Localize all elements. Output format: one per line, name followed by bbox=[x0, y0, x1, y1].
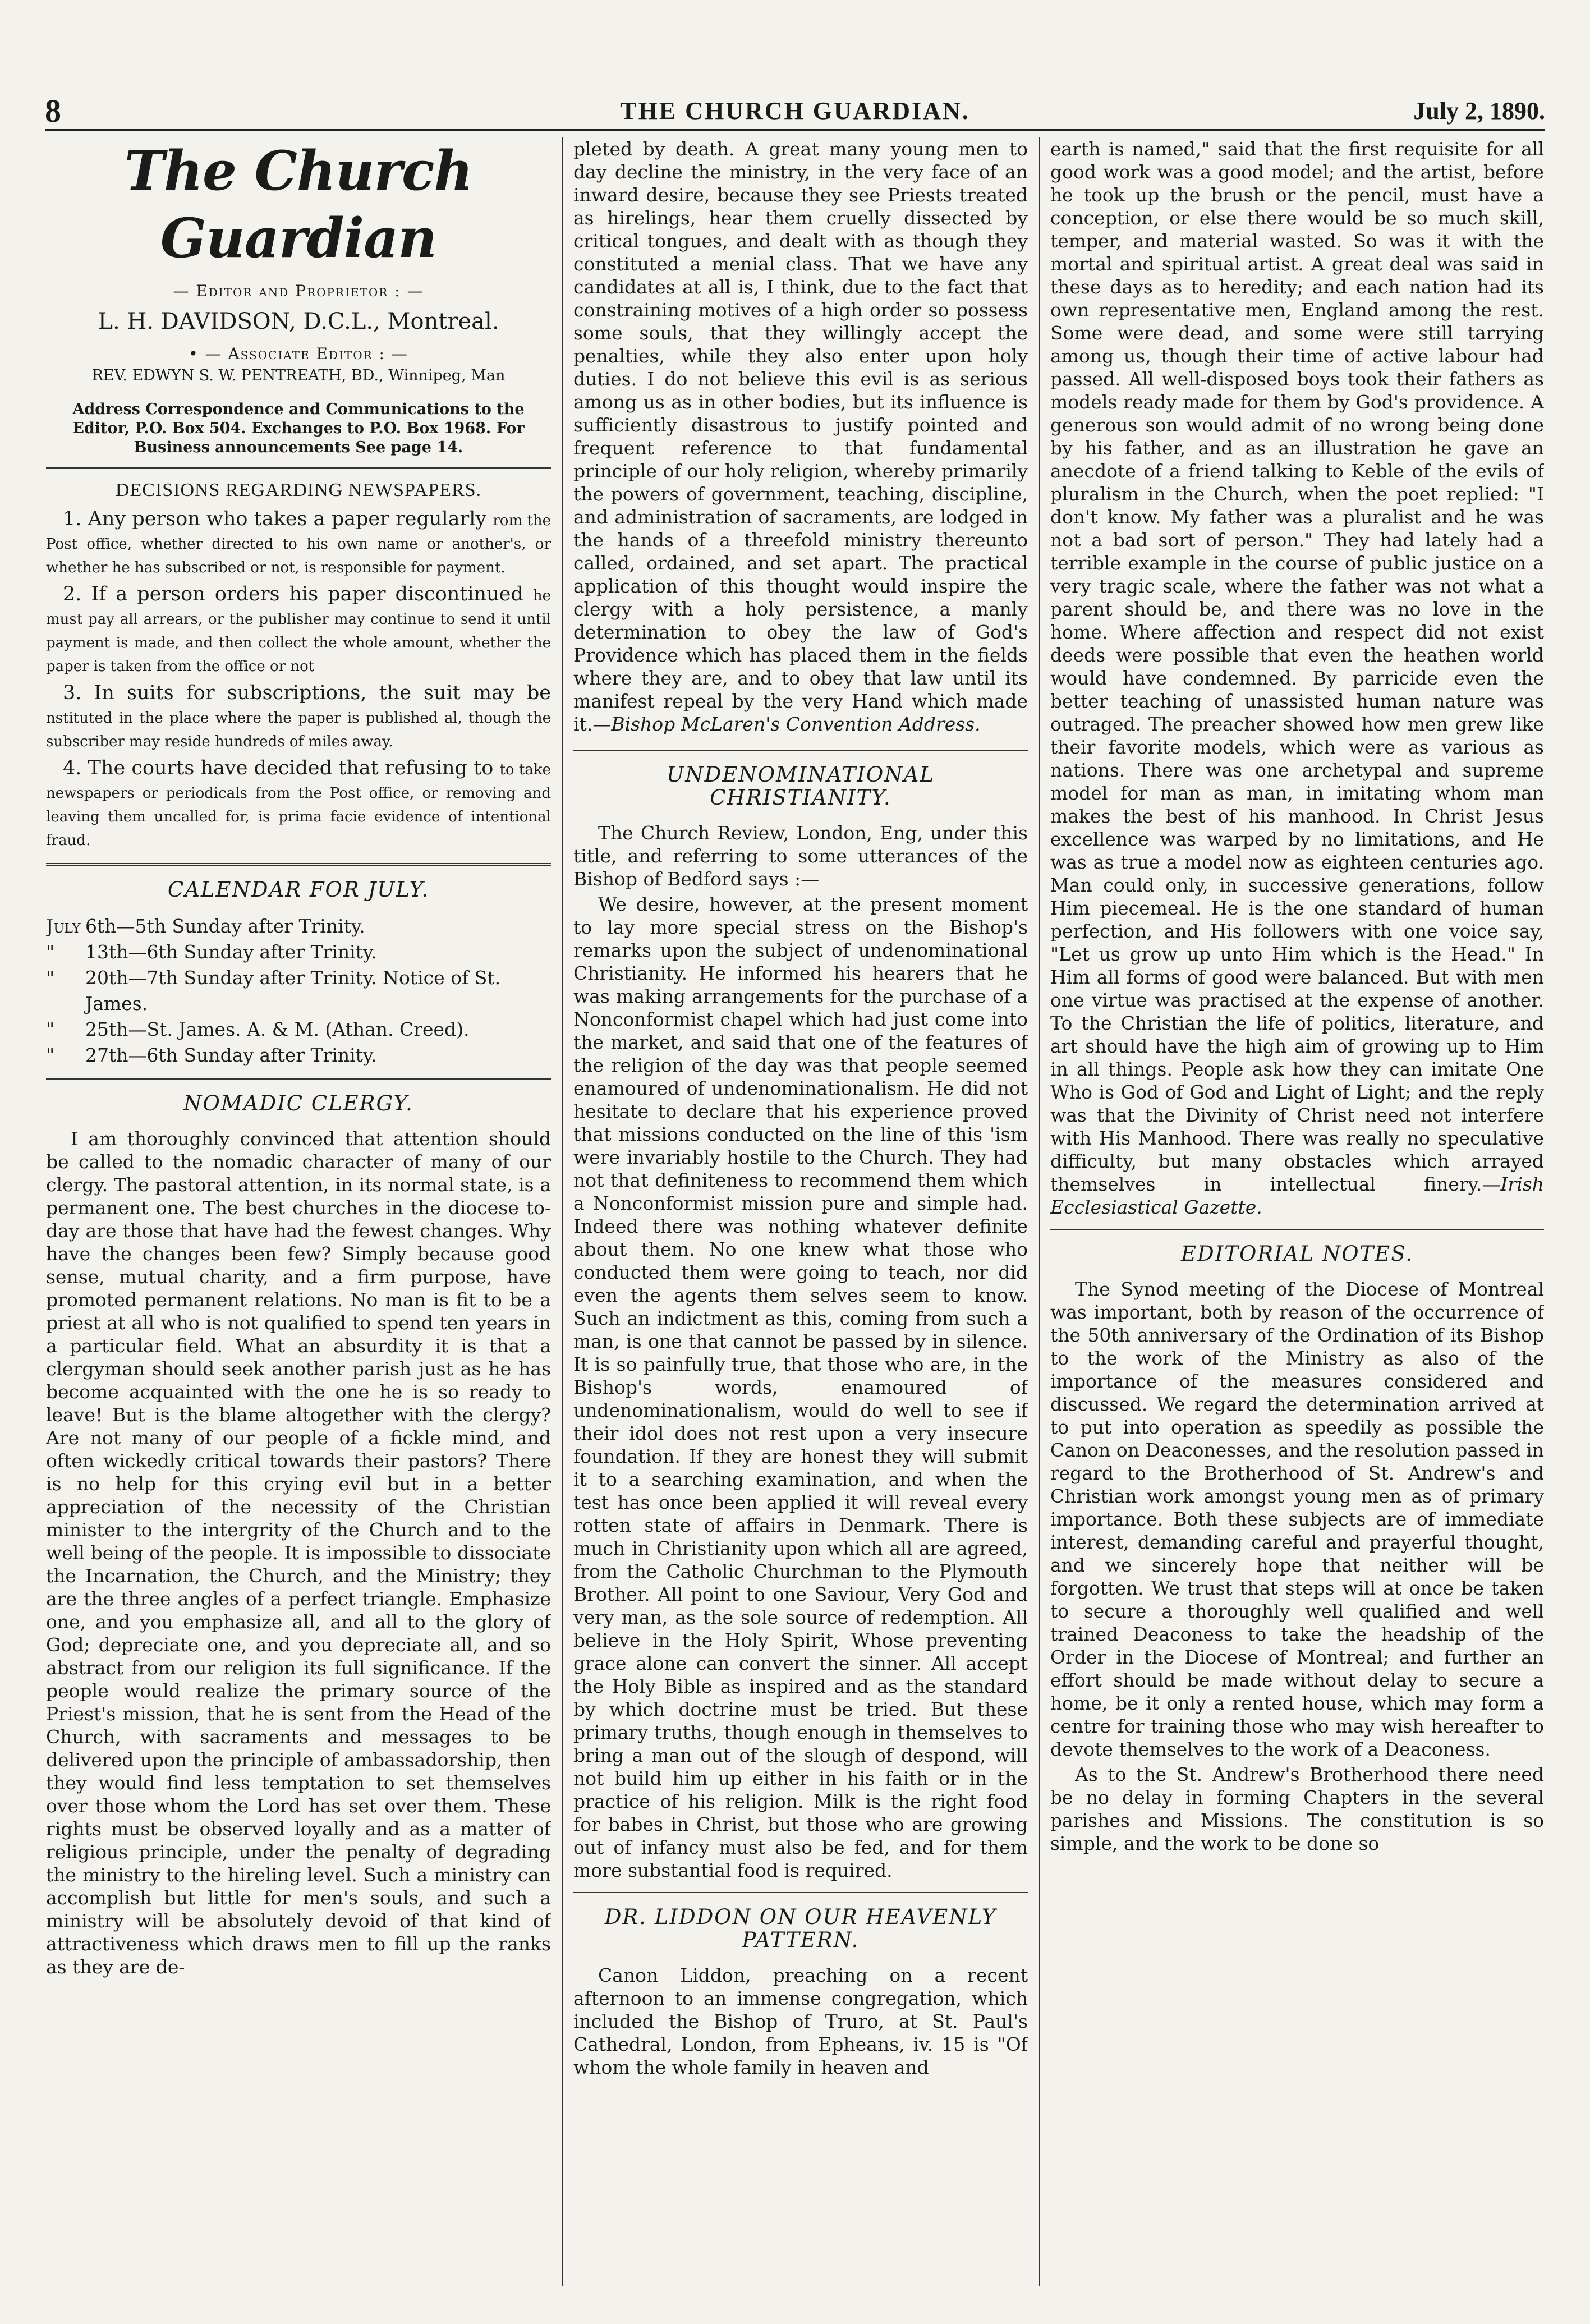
nomadic-paragraph: I am thoroughly convinced that attention should be called to the nomadic character of many of our clergy. The pastoral attention, in its normal state, is a permanent one. The best churches in the diocese to-day are those that have had the fewest changes. Why have the changes been few? Simply because good sense, mutual charity, and a firm purpose, have promoted permanent relations. No man is fit to be a priest at all who is not qualified to spend ten years in a particular field. What an absurdity it is that a clergyman should seek another parish just as he has become acquainted with the one he is so ready to leave! But is the blame altogether with the clergy? Are not many of our people of a fickle mind, and often wickedly critical towards their pastors? There is no help for this crying evil but in a better appreciation of the necessity of the Christian minister to the intergrity of the Church and to the well being of the people. It is impossible to dissociate the Incarnation, the Church, and the Ministry; they are the three angles of a perfect triangle. Emphasize one, and you emphasize all, and all to the glory of God; depreciate one, and you depreciate all, and so abstract from our religion its full significance. If the people would realize the primary source of the Priest's mission, that he is sent from the Head of the Church, with sacraments and messages to be delivered upon the principle of ambassadorship, then they would find less temptation to set themselves over those whom the Lord has set over them. These rights must be observed loyally and as a matter of religious principle, under the penalty of degrading the ministry to the hireling level. Such a ministry can accomplish but little for men's souls, and such a ministry will be absolutely devoid of that kind of attractiveness which draws men to fill up the ranks as they are de- bbox=[46, 1128, 551, 1978]
divider bbox=[573, 1892, 1028, 1893]
editor-label: — Editor and Proprietor : — bbox=[173, 282, 424, 300]
decision-lead: 3. In suits for subscriptions, the suit may be bbox=[63, 682, 551, 704]
calendar-ditto: " bbox=[46, 1044, 55, 1066]
editor-name: L. H. DAVIDSON, D.C.L., Montreal. bbox=[98, 309, 499, 334]
calendar-row bbox=[46, 913, 551, 939]
undenominational-body: We desire, however, at the present moment to lay more special stress on the Bishop's remarks upon the subject of undenominational Christianity. He informed his hearers that he was making arrangements for the purchase of a Nonconformist chapel which had just come into the market, and said that one of the features of the religion of the day was that people seemed enamoured of undenominationalism. He did not hesitate to declare that his experience proved that missions conducted on the line of this 'ism were invariably hostile to the Church. They had not that definiteness to recommend them which a Nonconformist mission pure and simple had. Indeed there was nothing whatever definite about them. No one knew what those who conducted them were going to teach, nor did even the agents them selves seem to know. Such an indictment as this, coming from such a man, is one that cannot be passed by in silence. It is so painfully true, that those who are, in the Bishop's words, enamoured of undenominationalism, would do well to see if their idol does not rest upon a very insecure foundation. If they are honest they will submit it to a searching examination, and when the test has once been applied it will reveal every rotten state of affairs in Denmark. There is much in Christianity upon which all are agreed, from the Catholic Churchman to the Plymouth Brother. All point to one Saviour, Very God and very man, as the sole source of redemption. All believe in the Holy Spirit, Whose preventing grace alone can convert the sinner. All accept the Holy Bible as inspired and as the standard by which doctrine must be tried. But these primary truths, though enough in themselves to bring a man out of the slough of despond, will not build him up either in his faith or in the practice of his religion. Milk is the right food for babes in Christ, but those who are growing out of infancy must also be fed, and for them more substantial food is required. bbox=[573, 893, 1028, 1881]
nomadic-title: NOMADIC CLERGY. bbox=[183, 1091, 413, 1115]
decisions-title: DECISIONS REGARDING NEWSPAPERS. bbox=[115, 480, 482, 500]
associate-label: • — Associate Editor : — bbox=[189, 345, 408, 363]
liddon-text: earth is named," said that the first requisite for all good work was a good model; and the artist, before he took up the brush or the pencil, must have a conception, or else there would be so much skill, temper, and material wasted. So was it with the mortal and spiritual artist. A great deal was said in these days as to heredity; and each nation had its own representative men, England among the rest. Some were dead, and some were still tarrying among us, though their time of active labour had passed. All well-disposed boys took their fathers as models ready made for them by God's providence. A generous son would admit of no wrong being done by his father, and as an illustration he gave an anecdote of a friend talking to Keble of the evils of pluralism in the Church, when the poet replied: "I don't know. My father was a pluralist and he was not a bad sort of person." They had lately had a terrible example in the course of public justice on a very tragic scale, where the father was not what a parent should be, and there was no love in the home. Where affection and respect did not exist deeds were possible that even the heathen world would have condemned. By parricide even the better teaching of unassisted human nature was outraged. The preacher showed how men grew like their favorite models, which were as various as nations. There was one archetypal and supreme model for man as man, in imitating whom man makes the best of his manhood. In Christ Jesus excellence was warped by no limitations, and He was as true a model now as eighteen centuries ago. Man could only, in successive generations, follow Him piecemeal. He is the one standard of human perfection, and His followers with one voice say, "Let us grow up unto Him which is the Head." In Him all forms of good were balanced. But with men one virtue was practised at the expense of another. To the Christian the life of politics, literature, and art should have the high aim of growing up to Him in all things. People ask how they can imitate One Who is God of God and Light of Light; and the reply was that the Divinity of Christ need not interfere with His Manhood. There was really no speculative difficulty, but many obstacles which arrayed themselves in intellectual finery. bbox=[1050, 138, 1544, 1195]
calendar-row bbox=[46, 939, 551, 965]
address-note: Address Correspondence and Communications to the Editor, P.O. Box 504. Exchanges to P.O. Box 1968. For Business announcements See page 14. bbox=[72, 401, 525, 456]
divider bbox=[1050, 1229, 1544, 1230]
calendar-ditto: " bbox=[46, 1018, 55, 1040]
column-rule bbox=[562, 137, 563, 2286]
nomadic-continued bbox=[573, 137, 1028, 736]
calendar-row bbox=[46, 965, 551, 1017]
calendar-row bbox=[46, 1017, 551, 1042]
decision-text: to take newspapers or periodicals from the Post office, or removing and leaving them uncalled for, is prima facie evidence of intentional fraud. bbox=[46, 761, 551, 849]
calendar-row bbox=[46, 1042, 551, 1068]
undenominational-intro: The Church Review, London, Eng, under this title, and referring to some utterances of the Bishop of Bedford says :— bbox=[573, 822, 1028, 890]
nomadic-text: pleted by death. A great many young men to day decline the ministry, in the very face of an inward desire, because they see Priests treated as hirelings, hear them cruelly dissected by critical tongues, and dealt with as though they constituted a menial class. That we have any candidates at all is, I think, due to the fact that constraining motives of a high order so possess some souls, that they willingly accept the penalties, while they also enter upon holy duties. I do not believe this evil is as serious among us as in other bodies, but its influence is sufficiently disastrous to justify pointed and frequent reference to that fundamental principle of our holy religion, whereby primarily the powers of government, teaching, discipline, and administration of sacraments, are lodged in the hands of a threefold ministry thereunto called, ordained, and set apart. The practical application of this thought would inspire the clergy with a holy persistence, a manly determination to obey the law of God's Providence which has placed them in the fields where they are, and to obey that law until its manifest repeal by the very Hand which made it. bbox=[573, 138, 1028, 735]
liddon-source: —Irish Ecclesiastical Gazette. bbox=[1050, 1173, 1544, 1218]
page-number: 8 bbox=[45, 93, 61, 129]
newspaper-name: THE CHURCH GUARDIAN. bbox=[620, 97, 970, 125]
editorial-paragraph: The Synod meeting of the Diocese of Montreal was important, both by reason of the occurrence of the 50th anniversary of the Ordination of its Bishop to the work of the Ministry as also of the importance of the measures considered and discussed. We regard the determination arrived at to put into operation as speedily as possible the Canon on Deaconesses, and the resolution passed in regard to the Brotherhood of St. Andrew's and Christian work amongst young men as of primary importance. Both these subjects are of immediate interest, demanding careful and prayerful thought, and we sincerely hope that neither will be forgotten. We trust that steps will at once be taken to secure a thoroughly well qualified and well trained Deaconess to take the headship of the Order in the Diocese of Montreal; and further an effort should be made without delay to secure a home, be it only a rented house, which may form a centre for training those who may wish hereafter to devote themselves to the work of a Deaconess. bbox=[1050, 1278, 1544, 1760]
calendar-entry: 27th—6th Sunday after Trinity. bbox=[85, 1044, 377, 1066]
associate-name: REV. EDWYN S. W. PENTREATH, BD., Winnipeg, Man bbox=[91, 367, 506, 384]
decision-lead: 4. The courts have decided that refusing to bbox=[63, 757, 494, 779]
decision-item bbox=[46, 582, 551, 677]
decision-item bbox=[46, 756, 551, 851]
decision-item bbox=[46, 681, 551, 752]
calendar-entry: 13th—6th Sunday after Trinity. bbox=[85, 941, 377, 963]
liddon-continued bbox=[1050, 137, 1544, 1219]
calendar-entry: 6th—5th Sunday after Trinity. bbox=[85, 915, 365, 937]
divider bbox=[46, 467, 551, 469]
decision-item bbox=[46, 507, 551, 578]
divider bbox=[46, 862, 551, 866]
column-2 bbox=[573, 137, 1028, 2286]
issue-date: July 2, 1890. bbox=[1413, 97, 1545, 125]
calendar-title: CALENDAR FOR JULY. bbox=[167, 878, 430, 902]
divider bbox=[573, 747, 1028, 751]
liddon-title: DR. LIDDON ON OUR HEAVENLY PATTERN. bbox=[604, 1905, 997, 1952]
calendar-entry: 20th—7th Sunday after Trinity. Notice of St. James. bbox=[85, 967, 501, 1014]
column-rule bbox=[1039, 137, 1040, 2286]
masthead-title: The Church Guardian bbox=[124, 139, 473, 270]
decision-text: rom the Post office, whether directed to his own name or another's, or whether he has subscribed or not, is responsible for payment. bbox=[46, 512, 551, 576]
calendar-month: July bbox=[46, 915, 81, 937]
calendar-ditto: " bbox=[46, 967, 55, 989]
editorial-paragraph: As to the St. Andrew's Brotherhood there need be no delay in forming Chapters in the several parishes and Missions. The constitution is so simple, and the work to be done so bbox=[1050, 1763, 1544, 1854]
editorial-title: EDITORIAL NOTES. bbox=[1180, 1242, 1413, 1266]
decision-lead: 2. If a person orders his paper discontinued bbox=[63, 583, 523, 605]
column-1 bbox=[46, 137, 551, 2286]
column-3 bbox=[1050, 137, 1544, 2286]
calendar-entry: 25th—St. James. A. & M. (Athan. Creed). bbox=[85, 1018, 470, 1040]
undenominational-title: UNDENOMINATIONAL CHRISTIANITY. bbox=[667, 763, 935, 810]
divider bbox=[46, 1078, 551, 1080]
nomadic-source: —Bishop McLaren's Convention Address. bbox=[592, 713, 981, 735]
decision-text: nstituted in the place where the paper is published al, though the subscriber may reside hundreds of miles away. bbox=[46, 710, 551, 750]
liddon-body: Canon Liddon, preaching on a recent afternoon to an immense congregation, which included the Bishop of Truro, at St. Paul's Cathedral, London, from Epheans, iv. 15 is "Of whom the whole family in heaven and bbox=[573, 1964, 1028, 2078]
page-header bbox=[45, 84, 1545, 131]
decision-lead: 1. Any person who takes a paper regularly bbox=[63, 508, 487, 530]
calendar-ditto: " bbox=[46, 941, 55, 963]
decision-text: he must pay all arrears, or the publisher may continue to send it until payment is made, and then collect the whole amount, whether the paper is taken from the office or not bbox=[46, 587, 551, 675]
